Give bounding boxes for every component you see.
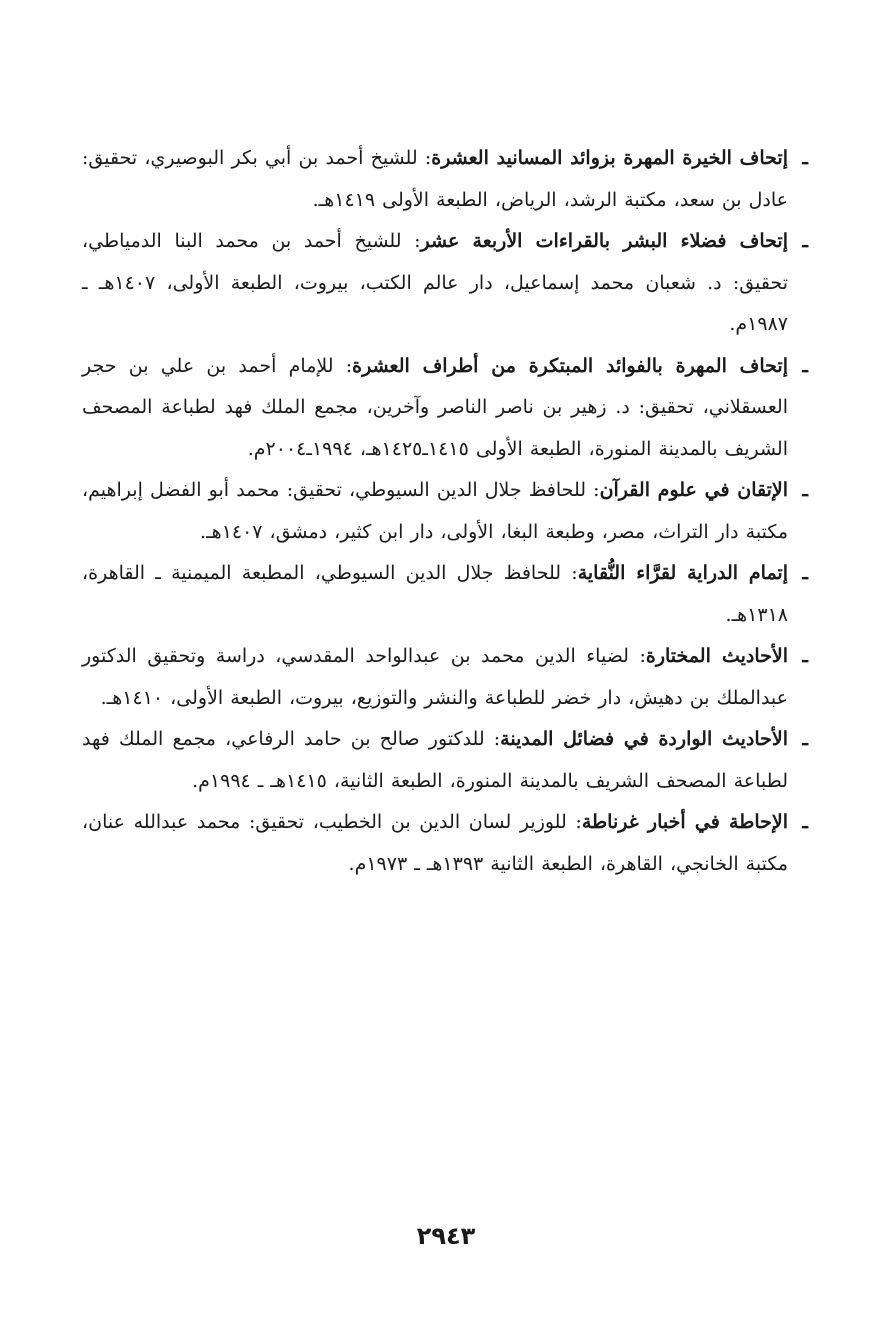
entry-dash: ـ [802,728,808,750]
entry-dash: ـ [802,645,808,667]
entry-details: : للدكتور صالح بن حامد الرفاعي، مجمع الملك فهد لطباعة المصحف الشريف بالمدينة المنورة، الطبعة الثانية، ١٤١٥هـ ـ ١٩٩٤م. [82,728,788,792]
bibliography-entry [82,221,808,346]
bibliography-entry [82,802,808,885]
entry-title: إتحاف الخيرة المهرة بزوائد المسانيد العشرة [431,147,788,169]
entry-dash: ـ [802,354,808,377]
entry-dash: ـ [802,230,808,252]
entry-details: : للشيخ أحمد بن محمد البنا الدمياطي، تحقيق: د. شعبان محمد إسماعيل، دار عالم الكتب، بيروت، الطبعة الأولى، ١٤٠٧هـ ـ ١٩٨٧م. [82,230,788,335]
entry-dash: ـ [802,479,808,501]
entry-title: الإحاطة في أخبار غرناطة [581,811,788,833]
bibliography-entry [82,138,808,221]
bibliography-list [82,138,808,885]
entry-dash: ـ [802,811,808,833]
entry-dash: ـ [802,147,808,169]
entry-details: : للحافظ جلال الدين السيوطي، المطبعة الميمنية ـ القاهرة، ١٣١٨هـ. [82,562,788,626]
entry-title: إتحاف المهرة بالفوائد المبتكرة من أطراف العشرة [352,354,788,377]
entry-title: إتحاف فضلاء البشر بالقراءات الأربعة عشر [420,230,789,252]
entry-details: : للشيخ أحمد بن أبي بكر البوصيري، تحقيق: عادل بن سعد، مكتبة الرشد، الرياض، الطبعة الأولى ١٤١٩هـ. [82,147,788,211]
bibliography-entry [82,719,808,802]
page-number: ٢٩٤٣ [416,1222,476,1250]
entry-details: : للحافظ جلال الدين السيوطي، تحقيق: محمد أبو الفضل إبراهيم، مكتبة دار التراث، مصر، وطبعة البغا، الأولى، دار ابن كثير، دمشق، ١٤٠٧هـ. [82,479,788,543]
bibliography-entry [82,346,808,471]
bibliography-entry [82,636,808,719]
entry-details: : للوزير لسان الدين بن الخطيب، تحقيق: محمد عبدالله عنان، مكتبة الخانجي، القاهرة، الطبعة الثانية ١٣٩٣هـ ـ ١٩٧٣م. [82,811,788,875]
bibliography-entry [82,553,808,636]
bibliography-entry [82,470,808,553]
entry-dash: ـ [802,562,808,584]
entry-title: الأحاديث الواردة في فضائل المدينة [500,728,789,750]
entry-title: الأحاديث المختارة [645,645,789,667]
entry-details: : لضياء الدين محمد بن عبدالواحد المقدسي، دراسة وتحقيق الدكتور عبدالملك بن دهيش، دار خضر للطباعة والنشر والتوزيع، بيروت، الطبعة الأولى، ١٤١٠هـ. [82,645,788,709]
entry-title: الإتقان في علوم القرآن [599,479,788,501]
entry-details: : للإمام أحمد بن علي بن حجر العسقلاني، تحقيق: د. زهير بن ناصر الناصر وآخرين، مجمع الملك فهد لطباعة المصحف الشريف بالمدينة المنورة، الطبعة الأولى ١٤١٥ـ١٤٢٥هـ، ١٩٩٤ـ٢٠٠٤م. [82,354,788,460]
entry-title: إتمام الدراية لقرَّاء النُّقاية [577,562,788,584]
